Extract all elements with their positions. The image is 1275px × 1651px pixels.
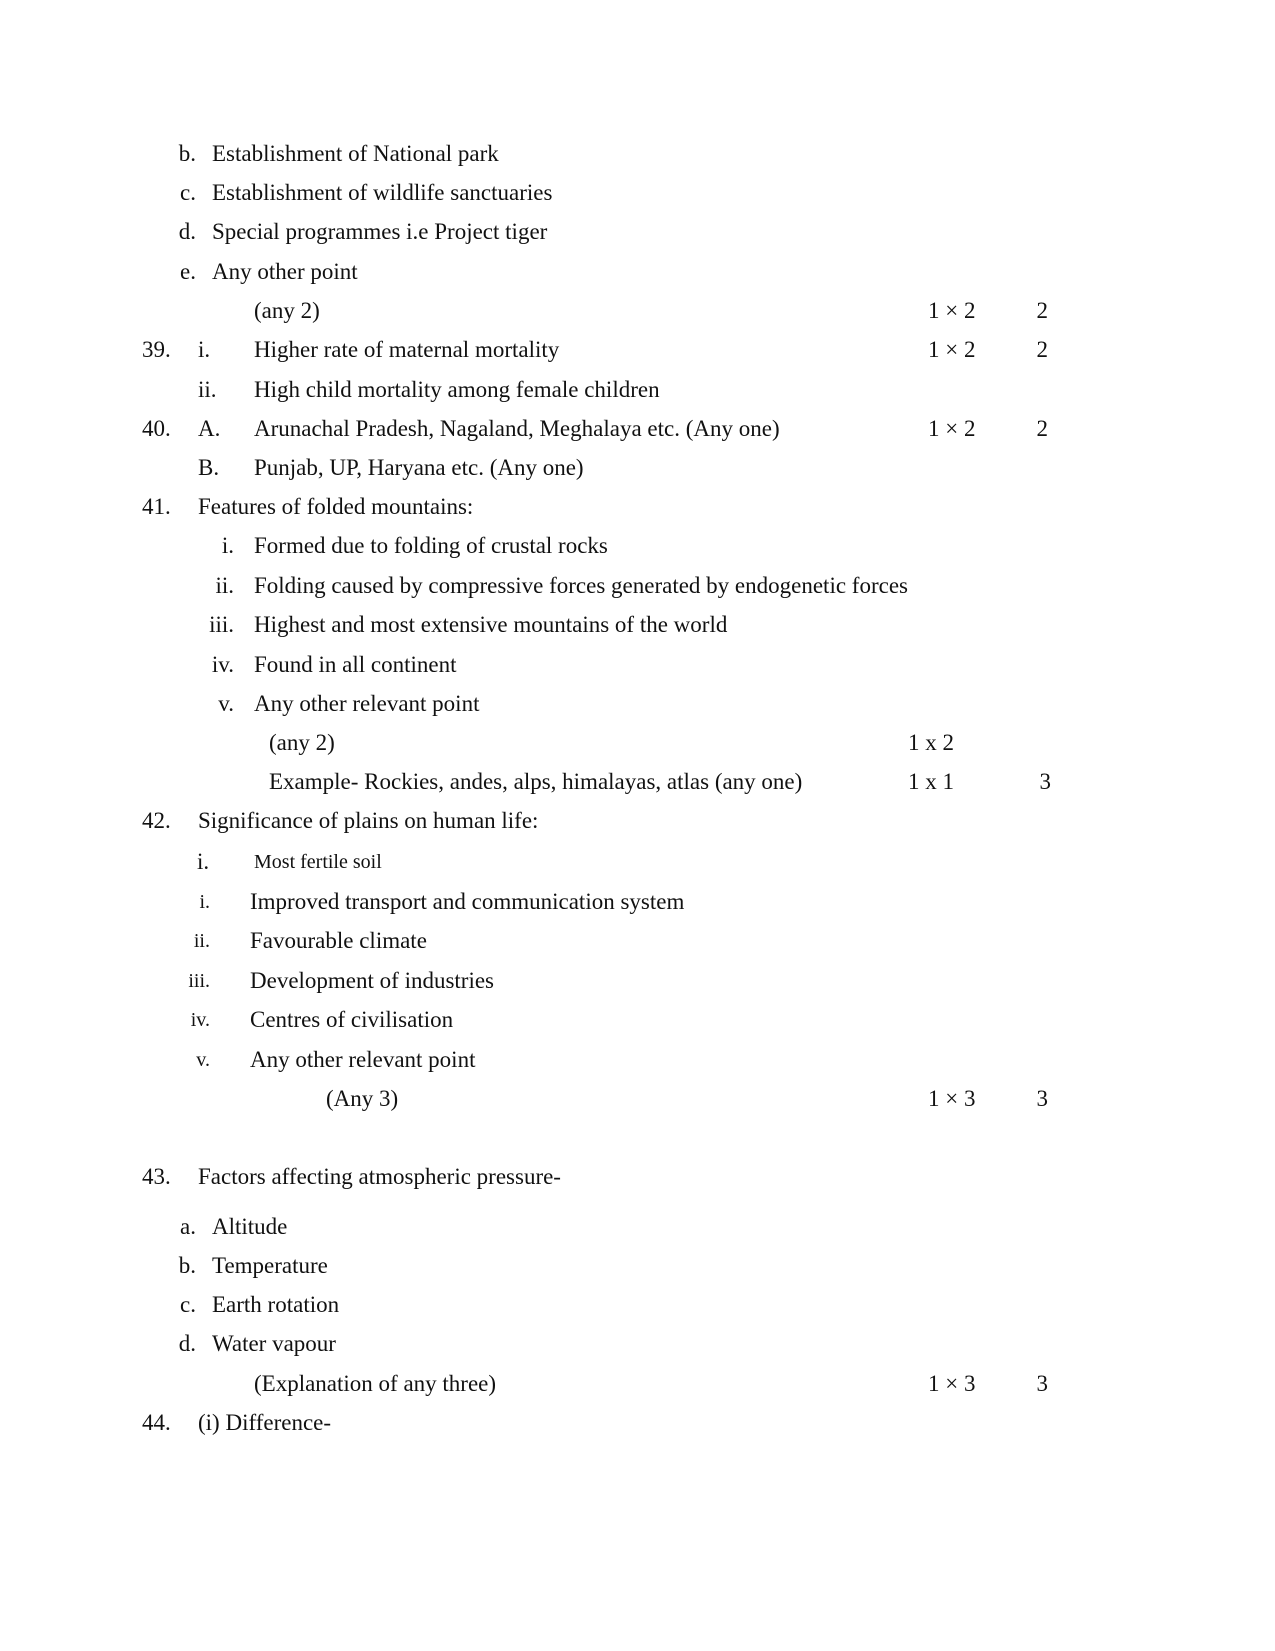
answer-text: (Any 3): [326, 1086, 399, 1111]
question-heading: Significance of plains on human life:: [198, 808, 539, 833]
list-marker: v.: [196, 1049, 210, 1071]
answer-text: Most fertile soil: [254, 851, 382, 873]
question-heading: Factors affecting atmospheric pressure-: [198, 1164, 561, 1189]
list-marker: d.: [178, 219, 196, 244]
question-number: 40.: [142, 416, 171, 441]
answer-text: Establishment of wildlife sanctuaries: [212, 180, 553, 205]
answer-text: Arunachal Pradesh, Nagaland, Meghalaya etc. (Any one): [254, 416, 780, 441]
answer-text: (any 2): [269, 730, 335, 755]
question-number: 44.: [142, 1410, 171, 1435]
answer-text: Formed due to folding of crustal rocks: [254, 533, 608, 558]
marks-per-point: 1 × 2: [928, 337, 976, 362]
list-marker: iv.: [190, 1009, 210, 1031]
answer-text: Higher rate of maternal mortality: [254, 337, 560, 362]
answer-text: Example- Rockies, andes, alps, himalayas, atlas (any one): [269, 769, 803, 794]
list-marker: a.: [180, 1214, 196, 1239]
question-number: 43.: [142, 1164, 171, 1189]
marks-total: 3: [1039, 769, 1051, 794]
list-marker: i.: [197, 849, 210, 874]
answer-text: Found in all continent: [254, 652, 457, 677]
answer-text: Temperature: [212, 1253, 328, 1278]
list-marker: b.: [178, 1253, 196, 1278]
list-marker: c.: [180, 1292, 196, 1317]
question-number: 39.: [142, 337, 171, 362]
answer-text: Folding caused by compressive forces generated by endogenetic forces: [254, 573, 908, 598]
marks-total: 3: [1036, 1371, 1048, 1396]
answer-text: Altitude: [212, 1214, 288, 1239]
marks-per-point: 1 × 3: [928, 1086, 976, 1111]
marks-per-point: 1 x 1: [908, 769, 954, 794]
answer-text: Any other relevant point: [250, 1047, 476, 1072]
marks-total: 2: [1036, 416, 1048, 441]
list-marker: i.: [221, 533, 234, 558]
marks-per-point: 1 × 3: [928, 1371, 976, 1396]
answer-text: Any other relevant point: [254, 691, 480, 716]
list-marker: b.: [178, 141, 196, 166]
list-marker: i.: [199, 891, 210, 913]
answer-text: (Explanation of any three): [254, 1371, 497, 1396]
list-marker: B.: [198, 455, 220, 480]
answer-text: (any 2): [254, 298, 320, 323]
list-marker: iii.: [188, 970, 210, 992]
marks-per-point: 1 x 2: [908, 730, 954, 755]
answer-text: Favourable climate: [250, 928, 427, 953]
list-marker: A.: [198, 416, 221, 441]
marks-per-point: 1 × 2: [928, 298, 976, 323]
list-marker: ii.: [215, 573, 234, 598]
list-marker: i.: [198, 337, 211, 362]
marks-total: 3: [1036, 1086, 1048, 1111]
question-heading: Features of folded mountains:: [198, 494, 474, 519]
answer-text: Improved transport and communication system: [250, 889, 685, 914]
list-marker: c.: [180, 180, 196, 205]
list-marker: ii.: [198, 377, 217, 402]
answer-text: Centres of civilisation: [250, 1007, 454, 1032]
answer-text: Special programmes i.e Project tiger: [212, 219, 548, 244]
answer-text: Water vapour: [212, 1331, 336, 1356]
question-number: 41.: [142, 494, 171, 519]
question-number: 42.: [142, 808, 171, 833]
list-marker: v.: [218, 691, 234, 716]
marks-per-point: 1 × 2: [928, 416, 976, 441]
answer-text: Highest and most extensive mountains of the world: [254, 612, 728, 637]
question-heading: (i) Difference-: [198, 1410, 332, 1435]
marks-total: 2: [1036, 298, 1048, 323]
list-marker: iv.: [211, 652, 234, 677]
answer-text: Any other point: [212, 259, 358, 284]
list-marker: d.: [178, 1331, 196, 1356]
answer-text: High child mortality among female children: [254, 377, 660, 402]
answer-text: Earth rotation: [212, 1292, 340, 1317]
list-marker: ii.: [193, 930, 210, 952]
answer-text: Punjab, UP, Haryana etc. (Any one): [254, 455, 584, 480]
answer-text: Development of industries: [250, 968, 495, 993]
answer-text: Establishment of National park: [212, 141, 499, 166]
list-marker: iii.: [209, 612, 234, 637]
marks-total: 2: [1036, 337, 1048, 362]
list-marker: e.: [180, 259, 196, 284]
